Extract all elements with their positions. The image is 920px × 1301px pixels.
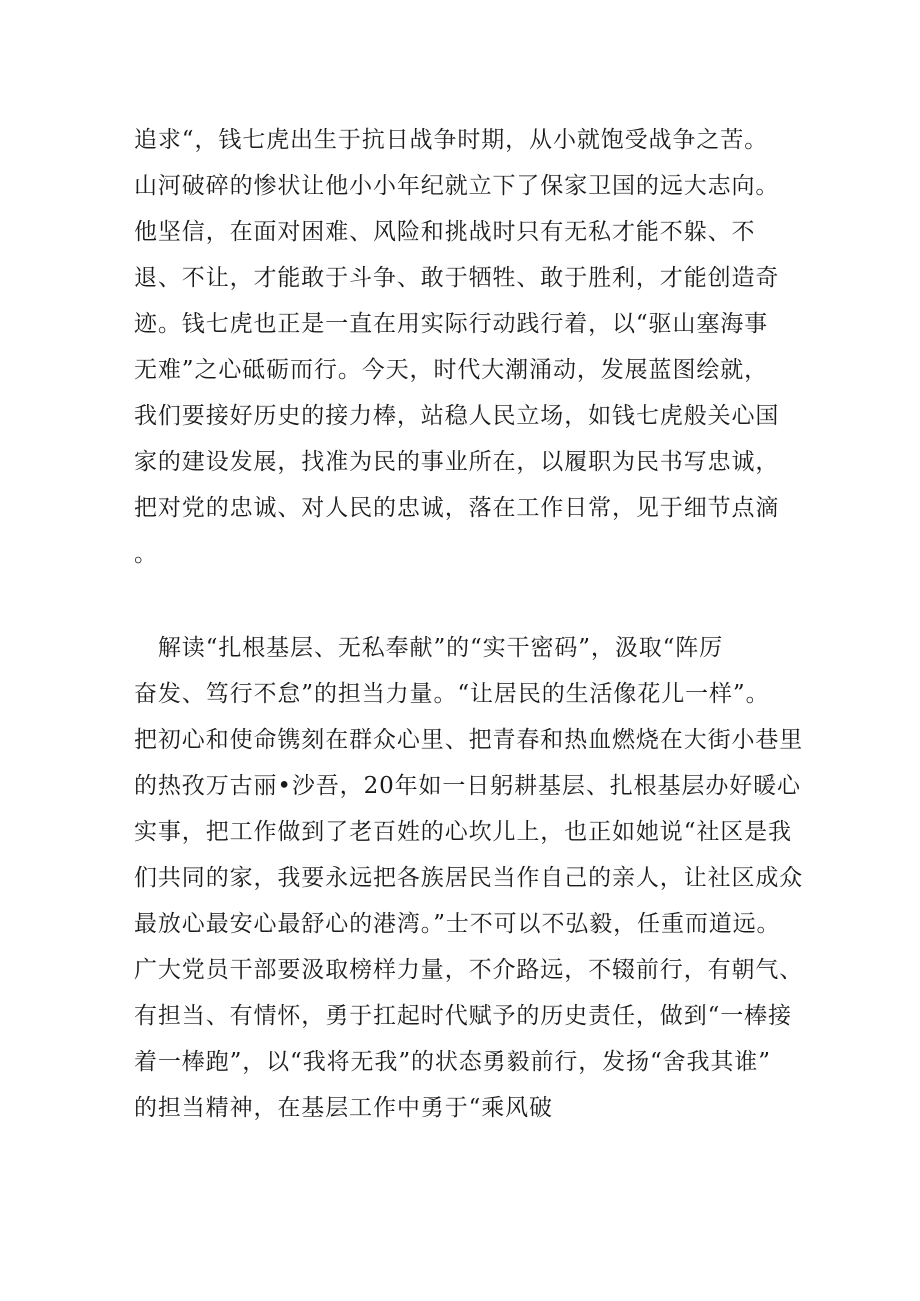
text-line: 最放心最安心最舒心的港湾。”士不可以不弘毅，任重而道远。	[134, 911, 781, 937]
text-line: 我们要接好历史的接力棒，站稳人民立场，如钱七虎般关心国	[134, 403, 780, 429]
text-line: 实事，把工作做到了老百姓的心坎儿上，也正如她说“社区是我	[134, 819, 792, 845]
text-line: 他坚信，在面对困难、风险和挑战时只有无私才能不躲、不	[134, 219, 756, 245]
text-line: 家的建设发展，找准为民的事业所在，以履职为民书写忠诚，	[134, 449, 780, 475]
text-line: 着一棒跑”，以“我将无我”的状态勇毅前行，发扬“舍我其谁”	[134, 1049, 771, 1075]
text-line: 山河破碎的惨状让他小小年纪就立下了保家卫国的远大志向。	[134, 173, 780, 199]
paragraph-2	[134, 625, 834, 1131]
text-line: 奋发、笃行不怠”的担当力量。“让居民的生活像花儿一样”。	[134, 681, 770, 707]
text-line: 无难”之心砥砺而行。今天，时代大潮涌动，发展蓝图绘就，	[134, 357, 769, 383]
text-line: 解读“扎根基层、无私奉献”的“实干密码”，汲取“阵厉	[134, 635, 724, 661]
paragraph-1	[134, 117, 834, 577]
text-line: 追求“，钱七虎出生于抗日战争时期，从小就饱受战争之苦。	[134, 127, 769, 153]
text-line: 有担当、有情怀，勇于扛起时代赋予的历史责任，做到“一棒接	[134, 1003, 792, 1029]
text-line: 退、不让，才能敢于斗争、敢于牺牲、敢于胜利，才能创造奇	[134, 265, 780, 291]
text-line: 把初心和使命镌刻在群众心里、把青春和热血燃烧在大街小巷里	[134, 727, 804, 753]
text-line: 广大党员干部要汲取榜样力量，不介路远，不辍前行，有朝气、	[134, 957, 804, 983]
text-line: 们共同的家，我要永远把各族居民当作自己的亲人，让社区成众	[134, 865, 804, 891]
text-line: 把对党的忠诚、对人民的忠诚，落在工作日常，见于细节点滴	[134, 495, 780, 521]
text-line: 的担当精神，在基层工作中勇于“乘风破	[134, 1095, 553, 1121]
text-line: 的热孜万古丽•沙吾，20年如一日躬耕基层、扎根基层办好暖心	[134, 773, 801, 799]
text-line: 迹。钱七虎也正是一直在用实际行动践行着，以“驱山塞海事	[134, 311, 769, 337]
text-line: 。	[134, 541, 158, 567]
